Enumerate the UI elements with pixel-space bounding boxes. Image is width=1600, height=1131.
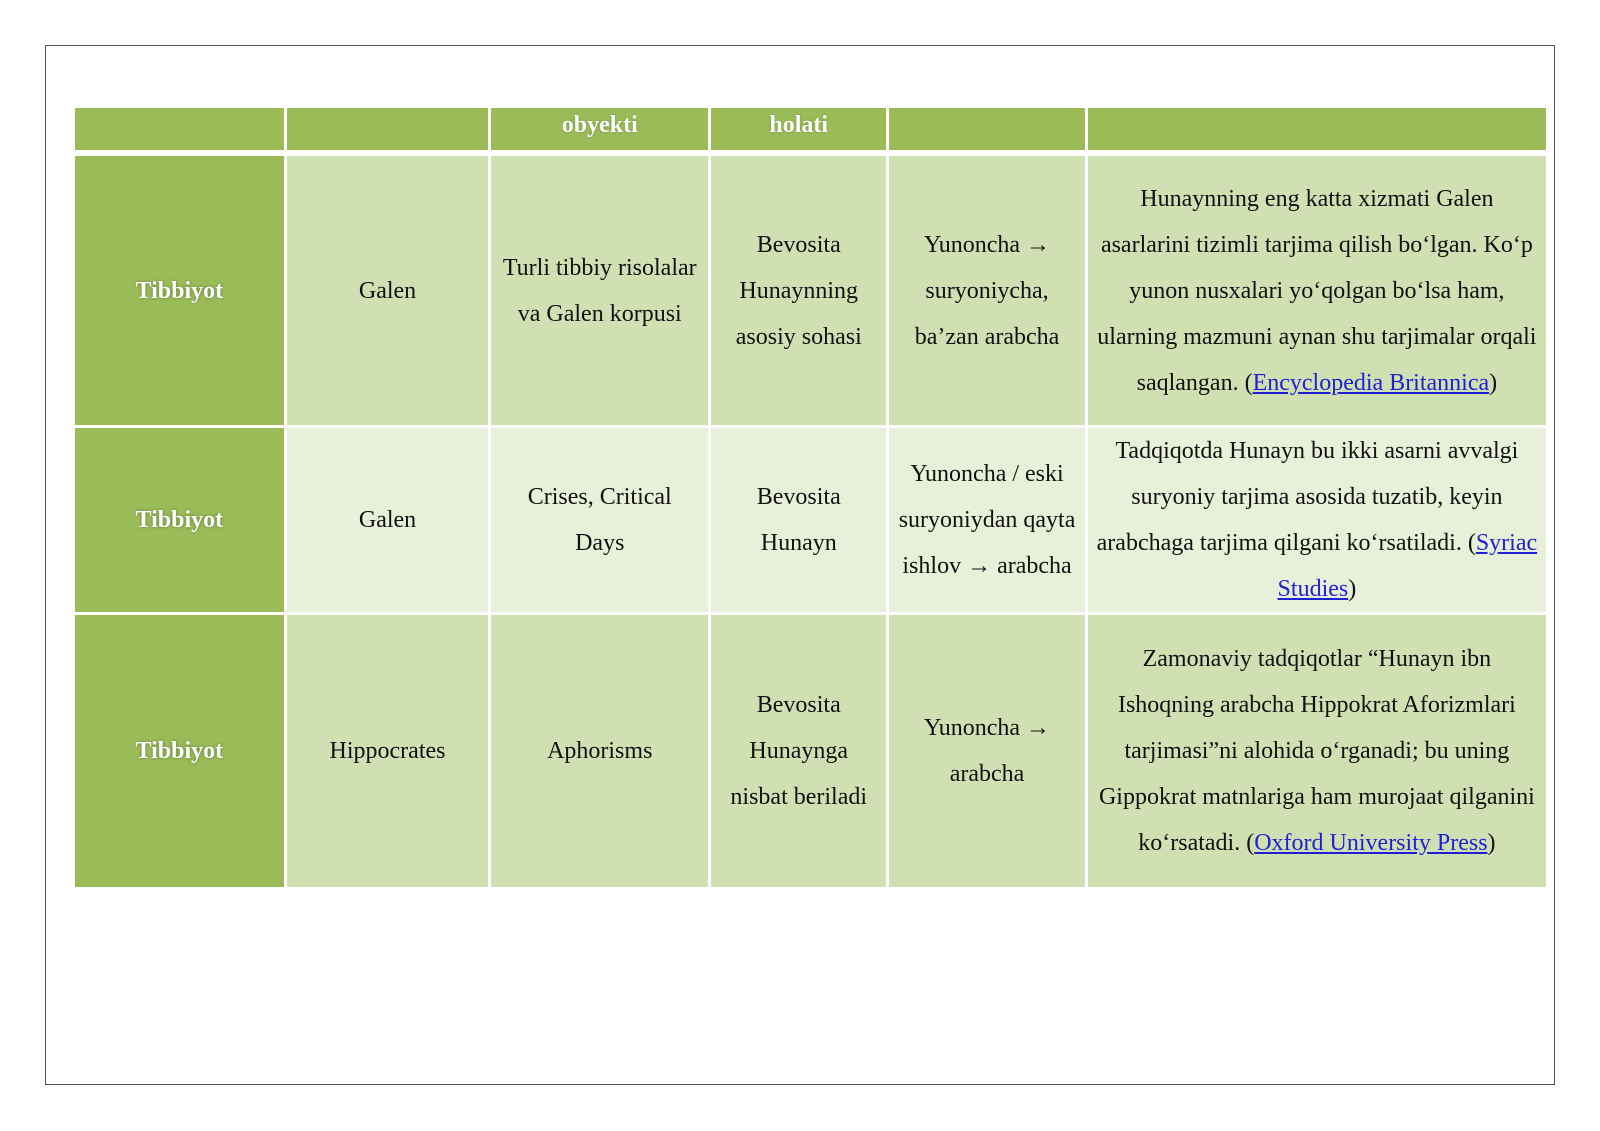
note-text: Hunaynning eng katta xizmati Galen asarlarini tizimli tarjima qilish bo‘lgan. Ko‘p yunon nusxalari yo‘qolgan bo‘lsa ham, ularning mazmuni aynan shu tarjimalar orqali saqlangan. <box>1097 185 1537 396</box>
table-row <box>75 615 1546 887</box>
note-cell: Zamonaviy tadqiqotlar “Hunayn ibn Ishoqning arabcha Hippokrat Aforizmlari tarjimasi”ni alohida o‘rganadi; bu uning Gippokrat matnlariga ham murojaat qilganini ko‘rsatadi. (Oxford University Press) <box>1088 615 1546 887</box>
object-cell: Turli tibbiy risolalar va Galen korpusi <box>491 156 708 428</box>
table-row <box>75 428 1546 615</box>
header-cell: holati <box>711 108 886 156</box>
status-cell: Bevosita Hunaynga nisbat beriladi <box>711 615 886 887</box>
header-cell <box>75 108 284 156</box>
header-row <box>75 108 1546 156</box>
author-cell: Galen <box>287 156 489 428</box>
header-cell <box>1088 108 1546 156</box>
status-cell: Bevosita Hunayn <box>711 428 886 615</box>
translations-table <box>72 108 1549 887</box>
source-link-britannica[interactable]: Encyclopedia Britannica <box>1252 369 1490 396</box>
domain-cell: Tibbiyot <box>75 156 284 428</box>
source-link-oxford[interactable]: Oxford University Press <box>1254 830 1488 856</box>
table-row <box>75 156 1546 428</box>
note-cell: Tadqiqotda Hunayn bu ikki asarni avvalgi suryoniy tarjima asosida tuzatib, keyin arabchaga tarjima qilgani ko‘rsatiladi. (Syriac Studies) <box>1088 428 1546 615</box>
header-cell <box>889 108 1084 156</box>
header-cell <box>287 108 489 156</box>
note-text: Tadqiqotda Hunayn bu ikki asarni avvalgi suryoniy tarjima asosida tuzatib, keyin arabchaga tarjima qilgani ko‘rsatiladi. <box>1096 438 1519 556</box>
status-cell: Bevosita Hunaynning asosiy sohasi <box>711 156 886 428</box>
source-link-syriac-studies[interactable]: Syriac Studies <box>1277 530 1538 602</box>
header-cell: obyekti <box>491 108 708 156</box>
note-text: Zamonaviy tadqiqotlar “Hunayn ibn Ishoqning arabcha Hippokrat Aforizmlari tarjimasi”ni alohida o‘rganadi; bu uning Gippokrat matnlariga ham murojaat qilganini ko‘rsatadi. <box>1098 646 1535 856</box>
object-cell: Crises, Critical Days <box>491 428 708 615</box>
domain-cell: Tibbiyot <box>75 615 284 887</box>
author-cell: Hippocrates <box>287 615 489 887</box>
path-cell: Yunoncha → arabcha <box>889 615 1084 887</box>
path-cell: Yunoncha / eski suryoniydan qayta ishlov → arabcha <box>889 428 1084 615</box>
author-cell: Galen <box>287 428 489 615</box>
object-cell: Aphorisms <box>491 615 708 887</box>
note-cell: Hunaynning eng katta xizmati Galen asarlarini tizimli tarjima qilish bo‘lgan. Ko‘p yunon nusxalari yo‘qolgan bo‘lsa ham, ularning mazmuni aynan shu tarjimalar orqali saqlangan. (Encyclopedia Britannica) <box>1088 156 1546 428</box>
domain-cell: Tibbiyot <box>75 428 284 615</box>
path-cell: Yunoncha → suryoniycha, ba’zan arabcha <box>889 156 1084 428</box>
